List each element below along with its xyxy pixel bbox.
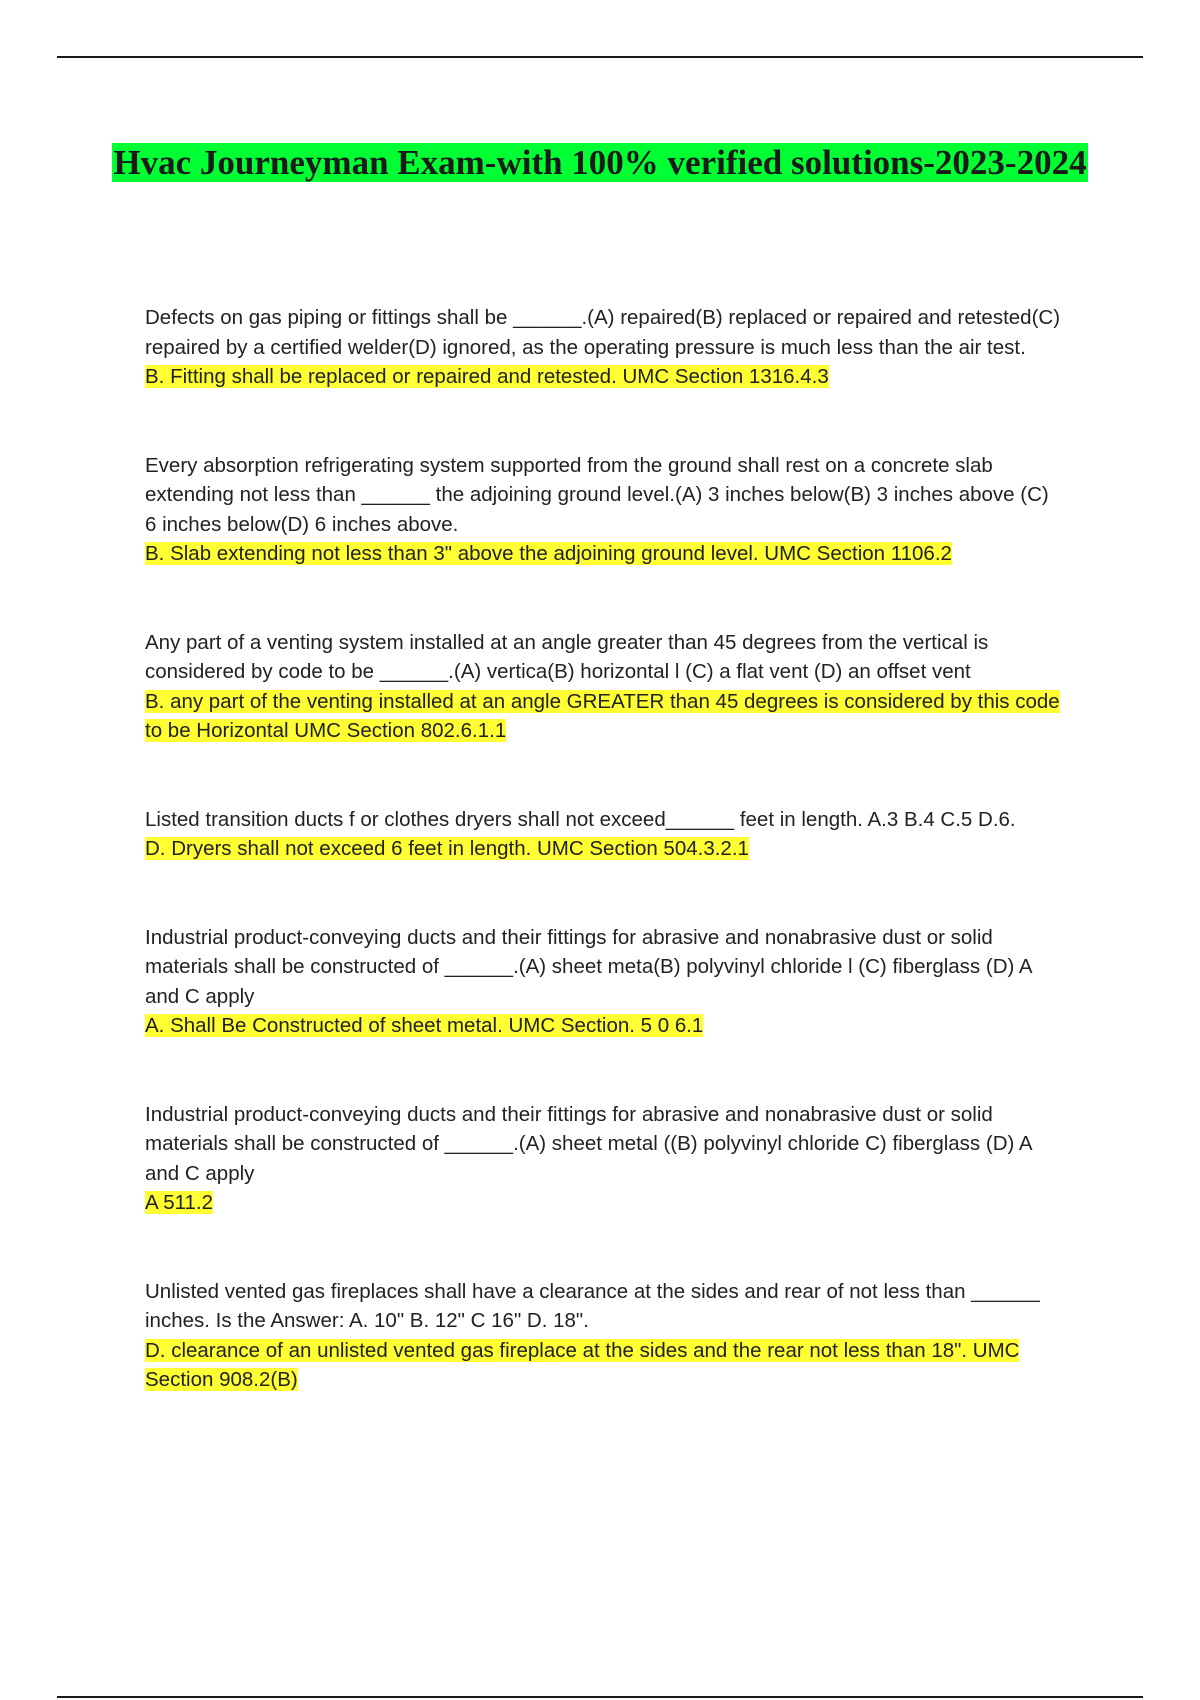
answer-highlight: B. any part of the venting installed at an angle GREATER than 45 degrees is considered by this code to be Horizontal UMC Section 802.6.1.1 [145, 689, 1060, 742]
answer-highlight: D. Dryers shall not exceed 6 feet in length. UMC Section 504.3.2.1 [145, 837, 749, 860]
answer-text [145, 539, 1065, 569]
question-item-7 [145, 1277, 1065, 1395]
bottom-rule [57, 1696, 1143, 1698]
top-rule [57, 56, 1143, 58]
answer-text [145, 362, 1065, 392]
answer-highlight: D. clearance of an unlisted vented gas fireplace at the sides and the rear not less than 18". UMC Section 908.2(B) [145, 1338, 1020, 1391]
question-text: Listed transition ducts f or clothes dryers shall not exceed______ feet in length. A.3 B.4 C.5 D.6. [145, 807, 1016, 831]
question-item-6 [145, 1100, 1065, 1218]
question-item-1 [145, 303, 1065, 392]
question-list [145, 303, 1065, 1395]
question-text: Industrial product-conveying ducts and their fittings for abrasive and nonabrasive dust or solid materials shall be constructed of ______.(A) sheet metal ((B) polyvinyl chloride C) fiberglass (D) A and C apply [145, 1102, 1032, 1185]
answer-text [145, 687, 1065, 746]
question-text: Every absorption refrigerating system supported from the ground shall rest on a concrete slab extending not less than ______ the adjoining ground level.(A) 3 inches below(B) 3 inches above (C) 6 inches below(D) 6 inches above. [145, 453, 1049, 536]
answer-text [145, 1336, 1065, 1395]
answer-text [145, 834, 1065, 864]
answer-highlight: A. Shall Be Constructed of sheet metal. UMC Section. 5 0 6.1 [145, 1014, 704, 1037]
answer-highlight: B. Fitting shall be replaced or repaired and retested. UMC Section 1316.4.3 [145, 365, 829, 388]
question-text: Defects on gas piping or fittings shall be ______.(A) repaired(B) replaced or repaired and retested(C) repaired by a certified welder(D) ignored, as the operating pressure is much less than the air test. [145, 306, 1061, 359]
answer-text [145, 1188, 1065, 1218]
question-item-3 [145, 628, 1065, 746]
question-text: Any part of a venting system installed at an angle greater than 45 degrees from the vertical is considered by code to be ______.(A) vertica(B) horizontal l (C) a flat vent (D) an offset vent [145, 630, 989, 683]
document-title [100, 142, 1100, 184]
question-text: Unlisted vented gas fireplaces shall have a clearance at the sides and rear of not less than ______ inches. Is the Answer: A. 10" B. 12" C 16" D. 18". [145, 1279, 1040, 1332]
answer-text [145, 1011, 1065, 1041]
answer-highlight: A 511.2 [145, 1191, 214, 1214]
question-text: Industrial product-conveying ducts and their fittings for abrasive and nonabrasive dust or solid materials shall be constructed of ______.(A) sheet meta(B) polyvinyl chloride l (C) fiberglass (D) A and C apply [145, 925, 1032, 1008]
question-item-2 [145, 451, 1065, 569]
document-title-text: Hvac Journeyman Exam-with 100% verified solutions-2023-2024 [113, 143, 1087, 182]
answer-highlight: B. Slab extending not less than 3" above the adjoining ground level. UMC Section 1106.2 [145, 542, 952, 565]
question-item-5 [145, 923, 1065, 1041]
question-item-4 [145, 805, 1065, 864]
